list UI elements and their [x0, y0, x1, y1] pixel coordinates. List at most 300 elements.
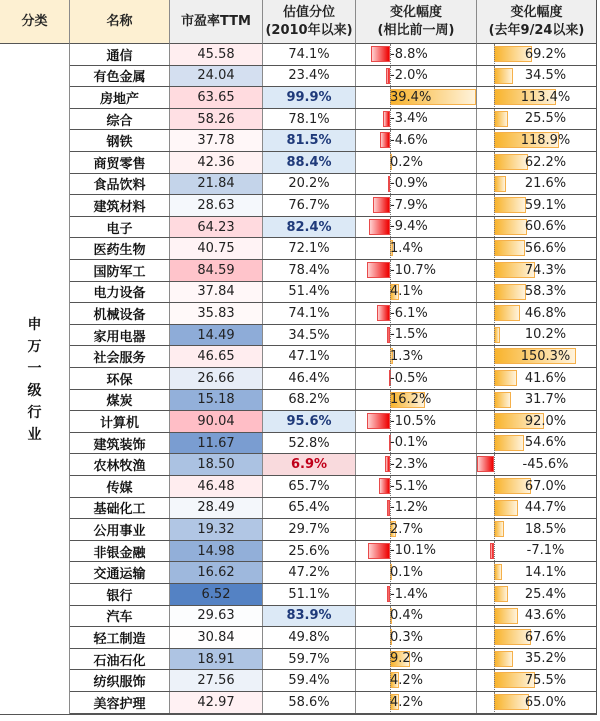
table-row [70, 368, 597, 390]
week-change-value: -4.6% [390, 132, 428, 148]
table-row [70, 454, 597, 476]
table-row [70, 541, 597, 563]
industry-name-cell [70, 476, 170, 497]
week-change-cell [356, 260, 477, 281]
week-change-cell [356, 390, 477, 411]
table-row [70, 411, 597, 433]
week-change-value: -2.3% [390, 456, 428, 472]
header-percentile [263, 0, 356, 44]
week-change-value: 1.3% [390, 348, 424, 364]
year-change-value: 21.6% [524, 176, 567, 192]
valuation-percentile-value: 74.1% [288, 46, 330, 62]
category-char: 一 [27, 360, 42, 377]
week-change-cell [356, 649, 477, 670]
industry-name: 传媒 [106, 480, 133, 496]
week-change-value: 4.1% [390, 284, 424, 300]
valuation-percentile-value: 78.4% [288, 262, 330, 278]
year-change-value: 25.4% [524, 586, 567, 602]
pe-ttm-cell [170, 368, 263, 389]
year-change-value: 56.6% [524, 240, 567, 256]
industry-name-cell [70, 109, 170, 130]
pe-ttm-value: 26.66 [197, 370, 235, 386]
valuation-percentile-cell [263, 303, 356, 324]
pe-ttm-value: 30.84 [197, 629, 235, 645]
year-change-cell [477, 584, 597, 605]
week-change-value: 0.2% [390, 154, 424, 170]
pe-ttm-cell [170, 109, 263, 130]
pe-ttm-value: 18.91 [197, 651, 235, 667]
year-change-cell [477, 476, 597, 497]
industry-name: 国防军工 [93, 264, 146, 280]
week-change-cell [356, 130, 477, 151]
industry-name-cell [70, 325, 170, 346]
pe-ttm-cell [170, 282, 263, 303]
table-row [70, 152, 597, 174]
valuation-percentile-value: 51.4% [288, 284, 330, 300]
valuation-percentile-cell [263, 368, 356, 389]
year-change-cell [477, 346, 597, 367]
year-change-value: 62.2% [524, 154, 567, 170]
industry-name: 机械设备 [93, 307, 146, 323]
week-change-cell [356, 541, 477, 562]
week-change-value: -9.4% [390, 219, 428, 235]
industry-name-cell [70, 282, 170, 303]
table-row [70, 606, 597, 628]
year-change-value: 118.9% [520, 132, 571, 148]
header-percentile-line1: 估值分位 [282, 4, 335, 20]
valuation-percentile-cell [263, 195, 356, 216]
week-change-cell [356, 174, 477, 195]
week-change-cell [356, 519, 477, 540]
week-change-cell [356, 66, 477, 87]
industry-name: 汽车 [106, 610, 133, 626]
year-change-cell [477, 606, 597, 627]
year-change-value: 92.0% [524, 413, 567, 429]
pe-ttm-value: 14.49 [197, 327, 235, 343]
table-row [70, 44, 597, 66]
week-change-cell [356, 195, 477, 216]
industry-name-cell [70, 498, 170, 519]
year-change-value: 43.6% [524, 608, 567, 624]
week-change-cell [356, 411, 477, 432]
industry-name: 计算机 [99, 415, 139, 431]
industry-name: 有色金属 [93, 70, 146, 86]
industry-name-cell [70, 217, 170, 238]
table-row [70, 346, 597, 368]
table-right-border [596, 0, 597, 715]
industry-name: 商贸零售 [93, 156, 146, 172]
category-char: 业 [27, 426, 42, 443]
year-change-value: 75.5% [524, 672, 567, 688]
valuation-percentile-cell [263, 627, 356, 648]
header-name-label: 名称 [106, 13, 133, 29]
week-change-value: -1.5% [390, 327, 428, 343]
industry-name: 银行 [106, 588, 133, 604]
header-year-change [477, 0, 597, 44]
week-change-cell [356, 109, 477, 130]
week-change-value: 0.4% [390, 608, 424, 624]
industry-name: 电力设备 [93, 286, 146, 302]
pe-ttm-value: 46.48 [197, 478, 235, 494]
industry-name: 医药生物 [93, 243, 146, 259]
valuation-percentile-value: 99.9% [286, 89, 332, 105]
valuation-percentile-cell [263, 649, 356, 670]
header-pe [170, 0, 263, 44]
week-change-value: 4.2% [390, 694, 424, 710]
year-change-value: 67.6% [524, 629, 567, 645]
week-change-value: -10.5% [390, 413, 436, 429]
valuation-percentile-cell [263, 606, 356, 627]
pe-ttm-cell [170, 584, 263, 605]
year-change-cell [477, 670, 597, 691]
pe-ttm-cell [170, 519, 263, 540]
valuation-percentile-cell [263, 498, 356, 519]
header-category-label: 分类 [21, 13, 48, 29]
pe-ttm-cell [170, 66, 263, 87]
year-change-cell [477, 562, 597, 583]
valuation-percentile-value: 47.2% [288, 565, 330, 581]
year-change-value: 44.7% [524, 500, 567, 516]
valuation-percentile-value: 83.9% [286, 608, 332, 624]
pe-ttm-value: 18.50 [197, 457, 235, 473]
industry-name: 电子 [106, 221, 133, 237]
valuation-percentile-value: 76.7% [288, 197, 330, 213]
year-change-value: 59.1% [524, 197, 567, 213]
header-percentile-line2: (2010年以来) [265, 22, 353, 38]
year-change-cell [477, 87, 597, 108]
week-change-value: 1.4% [390, 240, 424, 256]
pe-ttm-cell [170, 152, 263, 173]
industry-name-cell [70, 130, 170, 151]
pe-ttm-value: 40.75 [197, 241, 235, 257]
industry-name-cell [70, 562, 170, 583]
valuation-percentile-cell [263, 152, 356, 173]
valuation-percentile-cell [263, 476, 356, 497]
pe-ttm-cell [170, 411, 263, 432]
industry-name: 交通运输 [93, 567, 146, 583]
pe-ttm-cell [170, 541, 263, 562]
industry-name-cell [70, 627, 170, 648]
table-row [70, 303, 597, 325]
pe-ttm-value: 63.65 [197, 89, 235, 105]
valuation-percentile-cell [263, 692, 356, 713]
industry-name: 基础化工 [93, 502, 146, 518]
week-change-cell [356, 87, 477, 108]
header-category [0, 0, 70, 44]
pe-ttm-cell [170, 670, 263, 691]
industry-name-cell [70, 584, 170, 605]
week-change-cell [356, 627, 477, 648]
pe-ttm-cell [170, 44, 263, 65]
industry-name: 综合 [106, 113, 133, 129]
pe-ttm-cell [170, 627, 263, 648]
table-row [70, 66, 597, 88]
industry-name-cell [70, 541, 170, 562]
valuation-percentile-value: 34.5% [288, 327, 330, 343]
table-row [70, 260, 597, 282]
pe-ttm-value: 35.83 [197, 305, 235, 321]
week-change-cell [356, 498, 477, 519]
year-change-value: 150.3% [520, 348, 571, 364]
industry-name-cell [70, 454, 170, 475]
industry-name-cell [70, 670, 170, 691]
industry-name: 房地产 [99, 91, 139, 107]
table-row [70, 627, 597, 649]
year-change-cell [477, 411, 597, 432]
industry-name: 家用电器 [93, 329, 146, 345]
year-change-value: 18.5% [524, 521, 567, 537]
pe-ttm-value: 28.63 [197, 197, 235, 213]
week-change-cell [356, 238, 477, 259]
week-change-value: 4.2% [390, 672, 424, 688]
week-change-value: -7.9% [390, 197, 428, 213]
pe-ttm-cell [170, 498, 263, 519]
week-change-value: 0.1% [390, 564, 424, 580]
valuation-percentile-value: 95.6% [286, 413, 332, 429]
year-change-cell [477, 627, 597, 648]
week-change-value: -8.8% [390, 46, 428, 62]
table-row [70, 390, 597, 412]
week-change-cell [356, 217, 477, 238]
industry-name-cell [70, 303, 170, 324]
week-change-cell [356, 325, 477, 346]
year-change-value: 25.5% [524, 111, 567, 127]
week-change-value: -6.1% [390, 305, 428, 321]
year-change-cell [477, 217, 597, 238]
week-change-value: -2.0% [390, 68, 428, 84]
industry-name-cell [70, 368, 170, 389]
pe-ttm-value: 90.04 [197, 413, 235, 429]
valuation-percentile-cell [263, 670, 356, 691]
valuation-percentile-value: 68.2% [288, 392, 330, 408]
table-bottom-border [0, 714, 597, 715]
industry-name: 食品饮料 [93, 178, 146, 194]
industry-name: 石油石化 [93, 653, 146, 669]
week-change-cell [356, 562, 477, 583]
pe-ttm-cell [170, 303, 263, 324]
year-change-cell [477, 195, 597, 216]
valuation-percentile-cell [263, 66, 356, 87]
table-row [70, 195, 597, 217]
valuation-percentile-value: 29.7% [288, 521, 330, 537]
year-change-cell [477, 325, 597, 346]
table-row [70, 476, 597, 498]
week-change-cell [356, 433, 477, 454]
year-change-cell [477, 368, 597, 389]
valuation-percentile-cell [263, 562, 356, 583]
pe-ttm-value: 46.65 [197, 349, 235, 365]
table-row [70, 519, 597, 541]
pe-ttm-cell [170, 476, 263, 497]
year-change-cell [477, 649, 597, 670]
header-week-change [356, 0, 477, 44]
pe-ttm-value: 37.78 [197, 133, 235, 149]
table-row [70, 238, 597, 260]
week-change-value: -3.4% [390, 111, 428, 127]
pe-ttm-value: 37.84 [197, 284, 235, 300]
header-year-change-line1: 变化幅度 [510, 4, 563, 20]
industry-name-cell [70, 390, 170, 411]
valuation-percentile-value: 46.4% [288, 370, 330, 386]
industry-name: 纺织服饰 [93, 675, 146, 691]
category-char: 申 [27, 316, 42, 333]
pe-ttm-value: 64.23 [197, 219, 235, 235]
week-change-value: -5.1% [390, 478, 428, 494]
industry-name: 建筑材料 [93, 199, 146, 215]
year-change-cell [477, 390, 597, 411]
valuation-percentile-value: 6.9% [290, 457, 328, 473]
year-change-value: 41.6% [524, 370, 567, 386]
valuation-percentile-cell [263, 454, 356, 475]
week-change-cell [356, 670, 477, 691]
year-change-cell [477, 303, 597, 324]
week-change-cell [356, 368, 477, 389]
valuation-percentile-cell [263, 411, 356, 432]
header-pe-label: 市盈率TTM [181, 13, 251, 29]
valuation-percentile-value: 25.6% [288, 543, 330, 559]
table-row [70, 498, 597, 520]
year-change-cell [477, 109, 597, 130]
pe-ttm-value: 28.49 [197, 500, 235, 516]
header-week-change-line1: 变化幅度 [389, 4, 442, 20]
valuation-percentile-value: 88.4% [286, 154, 332, 170]
industry-name-cell [70, 195, 170, 216]
industry-name-cell [70, 433, 170, 454]
pe-ttm-cell [170, 238, 263, 259]
pe-ttm-cell [170, 87, 263, 108]
category-char: 行 [27, 404, 42, 421]
valuation-percentile-cell [263, 390, 356, 411]
year-change-cell [477, 260, 597, 281]
valuation-percentile-cell [263, 217, 356, 238]
valuation-percentile-cell [263, 174, 356, 195]
industry-name-cell [70, 44, 170, 65]
year-change-value: 113.4% [520, 89, 571, 105]
week-change-value: 39.4% [390, 89, 432, 105]
valuation-percentile-cell [263, 519, 356, 540]
year-change-value: -7.1% [526, 543, 565, 559]
pe-ttm-cell [170, 346, 263, 367]
pe-ttm-value: 14.98 [197, 543, 235, 559]
year-change-value: -45.6% [522, 456, 569, 472]
header-year-change-line2: (去年9/24以来) [488, 22, 585, 38]
week-change-value: 9.2% [390, 651, 424, 667]
week-change-value: -10.1% [390, 543, 436, 559]
valuation-percentile-cell [263, 44, 356, 65]
industry-name-cell [70, 174, 170, 195]
table-row [70, 282, 597, 304]
industry-name-cell [70, 152, 170, 173]
year-change-value: 34.5% [524, 68, 567, 84]
industry-name-cell [70, 606, 170, 627]
year-change-value: 31.7% [524, 392, 567, 408]
pe-ttm-cell [170, 562, 263, 583]
industry-name: 农林牧渔 [93, 459, 146, 475]
year-change-cell [477, 454, 597, 475]
year-change-value: 60.6% [524, 219, 567, 235]
industry-name-cell [70, 346, 170, 367]
valuation-percentile-cell [263, 346, 356, 367]
week-change-value: -0.5% [390, 370, 428, 386]
valuation-percentile-value: 23.4% [288, 68, 330, 84]
week-change-cell [356, 303, 477, 324]
valuation-percentile-value: 65.7% [288, 478, 330, 494]
year-change-cell [477, 433, 597, 454]
valuation-percentile-value: 52.8% [288, 435, 330, 451]
valuation-percentile-value: 47.1% [288, 349, 330, 365]
industry-name: 建筑装饰 [93, 437, 146, 453]
year-change-value: 74.3% [524, 262, 567, 278]
year-change-value: 10.2% [524, 327, 567, 343]
valuation-percentile-cell [263, 584, 356, 605]
industry-name-cell [70, 649, 170, 670]
industry-name: 通信 [106, 48, 133, 64]
industry-name-cell [70, 519, 170, 540]
year-change-cell [477, 498, 597, 519]
week-change-cell [356, 454, 477, 475]
year-change-cell [477, 174, 597, 195]
pe-ttm-value: 21.84 [197, 176, 235, 192]
industry-name-cell [70, 692, 170, 713]
pe-ttm-cell [170, 454, 263, 475]
valuation-percentile-cell [263, 541, 356, 562]
valuation-percentile-value: 72.1% [288, 241, 330, 257]
valuation-percentile-value: 59.7% [288, 651, 330, 667]
pe-ttm-value: 27.56 [197, 673, 235, 689]
pe-ttm-cell [170, 433, 263, 454]
valuation-percentile-value: 20.2% [288, 176, 330, 192]
week-change-cell [356, 44, 477, 65]
week-change-cell [356, 346, 477, 367]
week-change-value: 16.2% [390, 392, 432, 408]
valuation-percentile-cell [263, 325, 356, 346]
pe-ttm-value: 84.59 [197, 262, 235, 278]
year-change-cell [477, 692, 597, 713]
week-change-value: -10.7% [390, 262, 436, 278]
industry-name: 非银金融 [93, 545, 146, 561]
pe-ttm-cell [170, 606, 263, 627]
year-change-cell [477, 130, 597, 151]
valuation-percentile-value: 58.6% [288, 694, 330, 710]
table-row [70, 174, 597, 196]
table-row [70, 562, 597, 584]
valuation-percentile-cell [263, 130, 356, 151]
header-name [70, 0, 170, 44]
industry-name: 社会服务 [93, 351, 146, 367]
year-change-cell [477, 282, 597, 303]
valuation-percentile-value: 49.8% [288, 629, 330, 645]
pe-ttm-cell [170, 325, 263, 346]
industry-name-cell [70, 66, 170, 87]
industry-name: 环保 [106, 372, 133, 388]
industry-name: 轻工制造 [93, 631, 146, 647]
table-row [70, 584, 597, 606]
week-change-cell [356, 152, 477, 173]
week-change-cell [356, 282, 477, 303]
pe-ttm-cell [170, 217, 263, 238]
valuation-percentile-value: 82.4% [286, 219, 332, 235]
pe-ttm-cell [170, 260, 263, 281]
industry-name: 煤炭 [106, 394, 133, 410]
table-row [70, 87, 597, 109]
valuation-percentile-cell [263, 238, 356, 259]
week-change-value: -1.2% [390, 500, 428, 516]
pe-ttm-value: 15.18 [197, 392, 235, 408]
pe-ttm-value: 29.63 [197, 608, 235, 624]
pe-ttm-value: 58.26 [197, 111, 235, 127]
pe-ttm-value: 11.67 [197, 435, 235, 451]
year-change-value: 14.1% [524, 564, 567, 580]
